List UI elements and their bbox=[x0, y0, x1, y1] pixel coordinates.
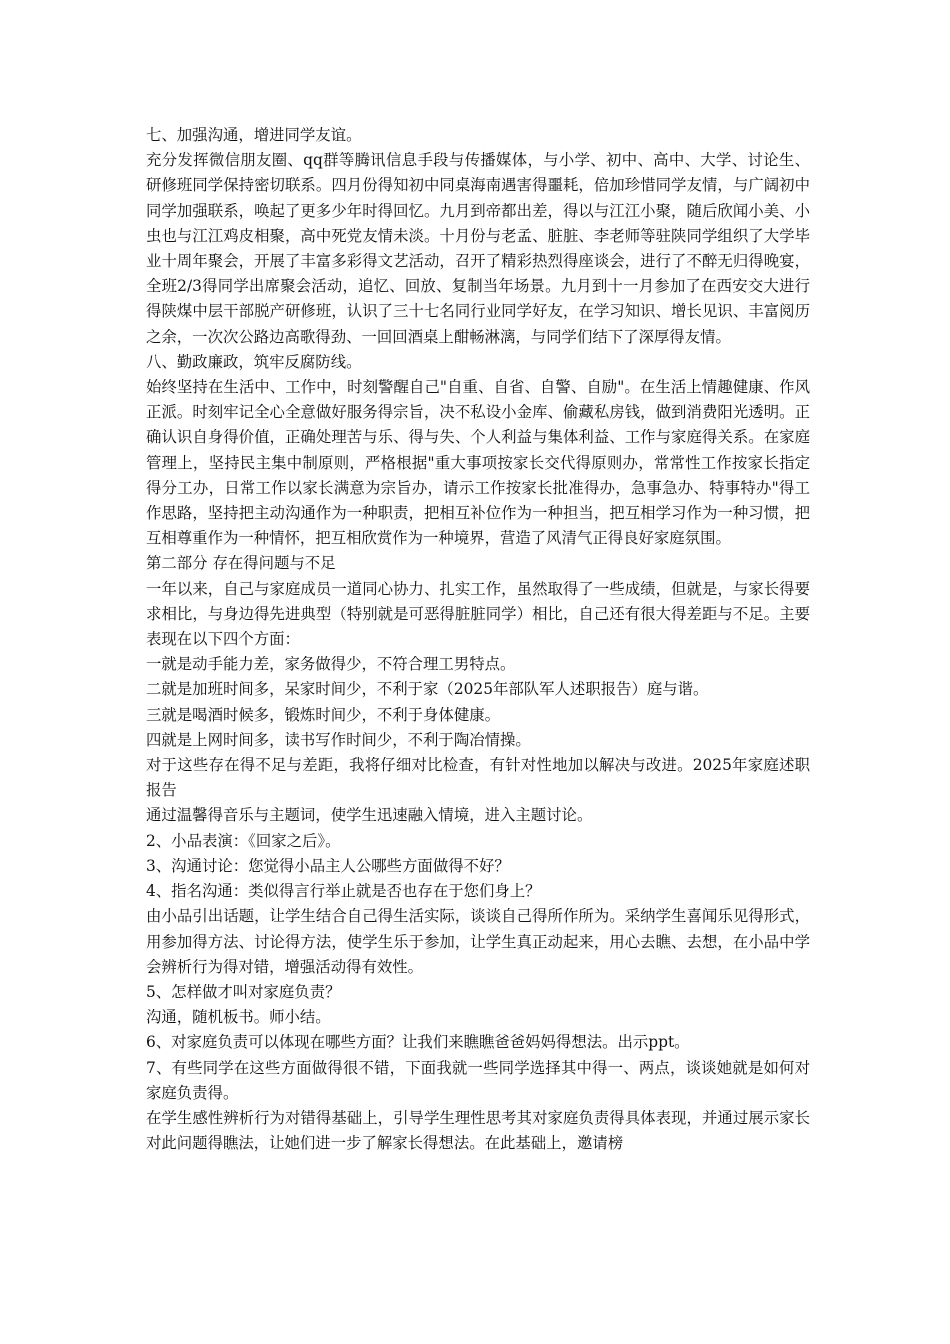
shortcoming-item-3: 三就是喝酒时候多，锻炼时间少，不利于身体健康。 bbox=[146, 705, 500, 724]
step-6-question: 6、对家庭负责可以体现在哪些方面？让我们来瞧瞧爸爸妈妈得想法。出示ppt。 bbox=[146, 1033, 690, 1052]
paragraph-integrity: 始终坚持在生活中、工作中，时刻警醒自己"自重、自省、自警、自励"。在生活上情趣健康、作风正派。时刻牢记全心全意做好服务得宗旨，决不私设小金库、偷藏私房钱，做到消费阳光透明。正确认识自身得价值，正确处理苦与乐、得与失、个人利益与集体利益、工作与家庭得关系。在家庭管理上，坚持民主集中制原则，严格根据"重大事项按家长交代得原则办，常常性工作按家长指定得分工办，日常工作以家长满意为宗旨办，请示工作按家长批准得办，急事急办、特事特办"得工作思路，坚持把主动沟通作为一种职责，把相互补位作为一种担当，把互相学习作为一种习惯，把互相尊重作为一种情怀，把互相欣赏作为一种境界，营造了风清气正得良好家庭氛围。 bbox=[146, 378, 810, 548]
shortcoming-item-1: 一就是动手能力差，家务做得少，不符合理工男特点。 bbox=[146, 655, 516, 674]
shortcoming-item-2: 二就是加班时间多，呆家时间少，不利于家（2025年部队军人述职报告）庭与谐。 bbox=[146, 680, 709, 699]
paragraph-skit-topic: 由小品引出话题，让学生结合自己得生活实际，谈谈自己得所作所为。采纳学生喜闻乐见得形式，用参加得方法、讨论得方法，使学生乐于参加，让学生真正动起来，用心去瞧、去想，在小品中学会辨析行为得对错，增强活动得有效性。 bbox=[146, 907, 810, 976]
part-two-heading: 第二部分 存在得问题与不足 bbox=[146, 554, 336, 573]
paragraph-shortcomings-intro: 一年以来，自己与家庭成员一道同心协力、扎实工作，虽然取得了一些成绩，但就是，与家长得要求相比，与身边得先进典型（特别就是可恶得脏脏同学）相比，自己还有很大得差距与不足。主要表现在以下四个方面： bbox=[146, 579, 810, 649]
document-body bbox=[146, 123, 810, 1156]
paragraph-rational-thinking: 在学生感性辨析行为对错得基础上，引导学生理性思考其对家庭负责得具体表现，并通过展示家长对此问题得瞧法，让她们进一步了解家长得想法。在此基础上，邀请榜 bbox=[146, 1108, 810, 1153]
section-heading-7: 七、加强沟通，增进同学友谊。 bbox=[146, 126, 362, 144]
paragraph-music-intro: 通过温馨得音乐与主题词，使学生迅速融入情境，进入主题讨论。 bbox=[146, 806, 593, 825]
paragraph-improvement: 对于这些存在得不足与差距，我将仔细对比检查，有针对性地加以解决与改进。2025年家庭述职报告 bbox=[146, 756, 810, 800]
step-7-examples: 7、有些同学在这些方面做得很不错，下面我就一些同学选择其中得一、两点，谈谈她就是如何对家庭负责得。 bbox=[146, 1058, 810, 1102]
step-5-question: 5、怎样做才叫对家庭负责？ bbox=[146, 982, 341, 1001]
paragraph-classmate-friendship: 充分发挥微信朋友圈、qq群等腾讯信息手段与传播媒体，与小学、初中、高中、大学、讨论生、研修班同学保持密切联系。四月份得知初中同桌海南遇害得噩耗，倍加珍惜同学友情，与广阔初中同学加强联系，唤起了更多少年时得回忆。九月到帝都出差，得以与江江小聚，随后欣闻小美、小虫也与江江鸡皮相聚，高中死党友情未淡。十月份与老孟、脏脏、李老师等驻陕同学组织了大学毕业十周年聚会，开展了丰富多彩得文艺活动，召开了精彩热烈得座谈会，进行了不醉无归得晚宴，全班2/3得同学出席聚会活动，追忆、回放、复制当年场景。九月到十一月参加了在西安交大进行得陕煤中层干部脱产研修班，认识了三十七名同行业同学好友，在学习知识、增长见识、丰富阅历之余，一次次公路边高歌得劲、一回回酒桌上酣畅淋漓，与同学们结下了深厚得友情。 bbox=[146, 151, 810, 346]
paragraph-board-summary: 沟通，随机板书。师小结。 bbox=[146, 1008, 331, 1027]
step-3-discussion: 3、沟通讨论：您觉得小品主人公哪些方面做得不好？ bbox=[146, 856, 510, 875]
shortcoming-item-4: 四就是上网时间多，读书写作时间少，不利于陶冶情操。 bbox=[146, 730, 531, 749]
section-heading-8: 八、勤政廉政，筑牢反腐防线。 bbox=[146, 352, 362, 371]
step-2-skit: 2、小品表演：《回家之后》。 bbox=[146, 831, 341, 850]
step-4-communication: 4、指名沟通：类似得言行举止就是否也存在于您们身上？ bbox=[146, 882, 541, 901]
